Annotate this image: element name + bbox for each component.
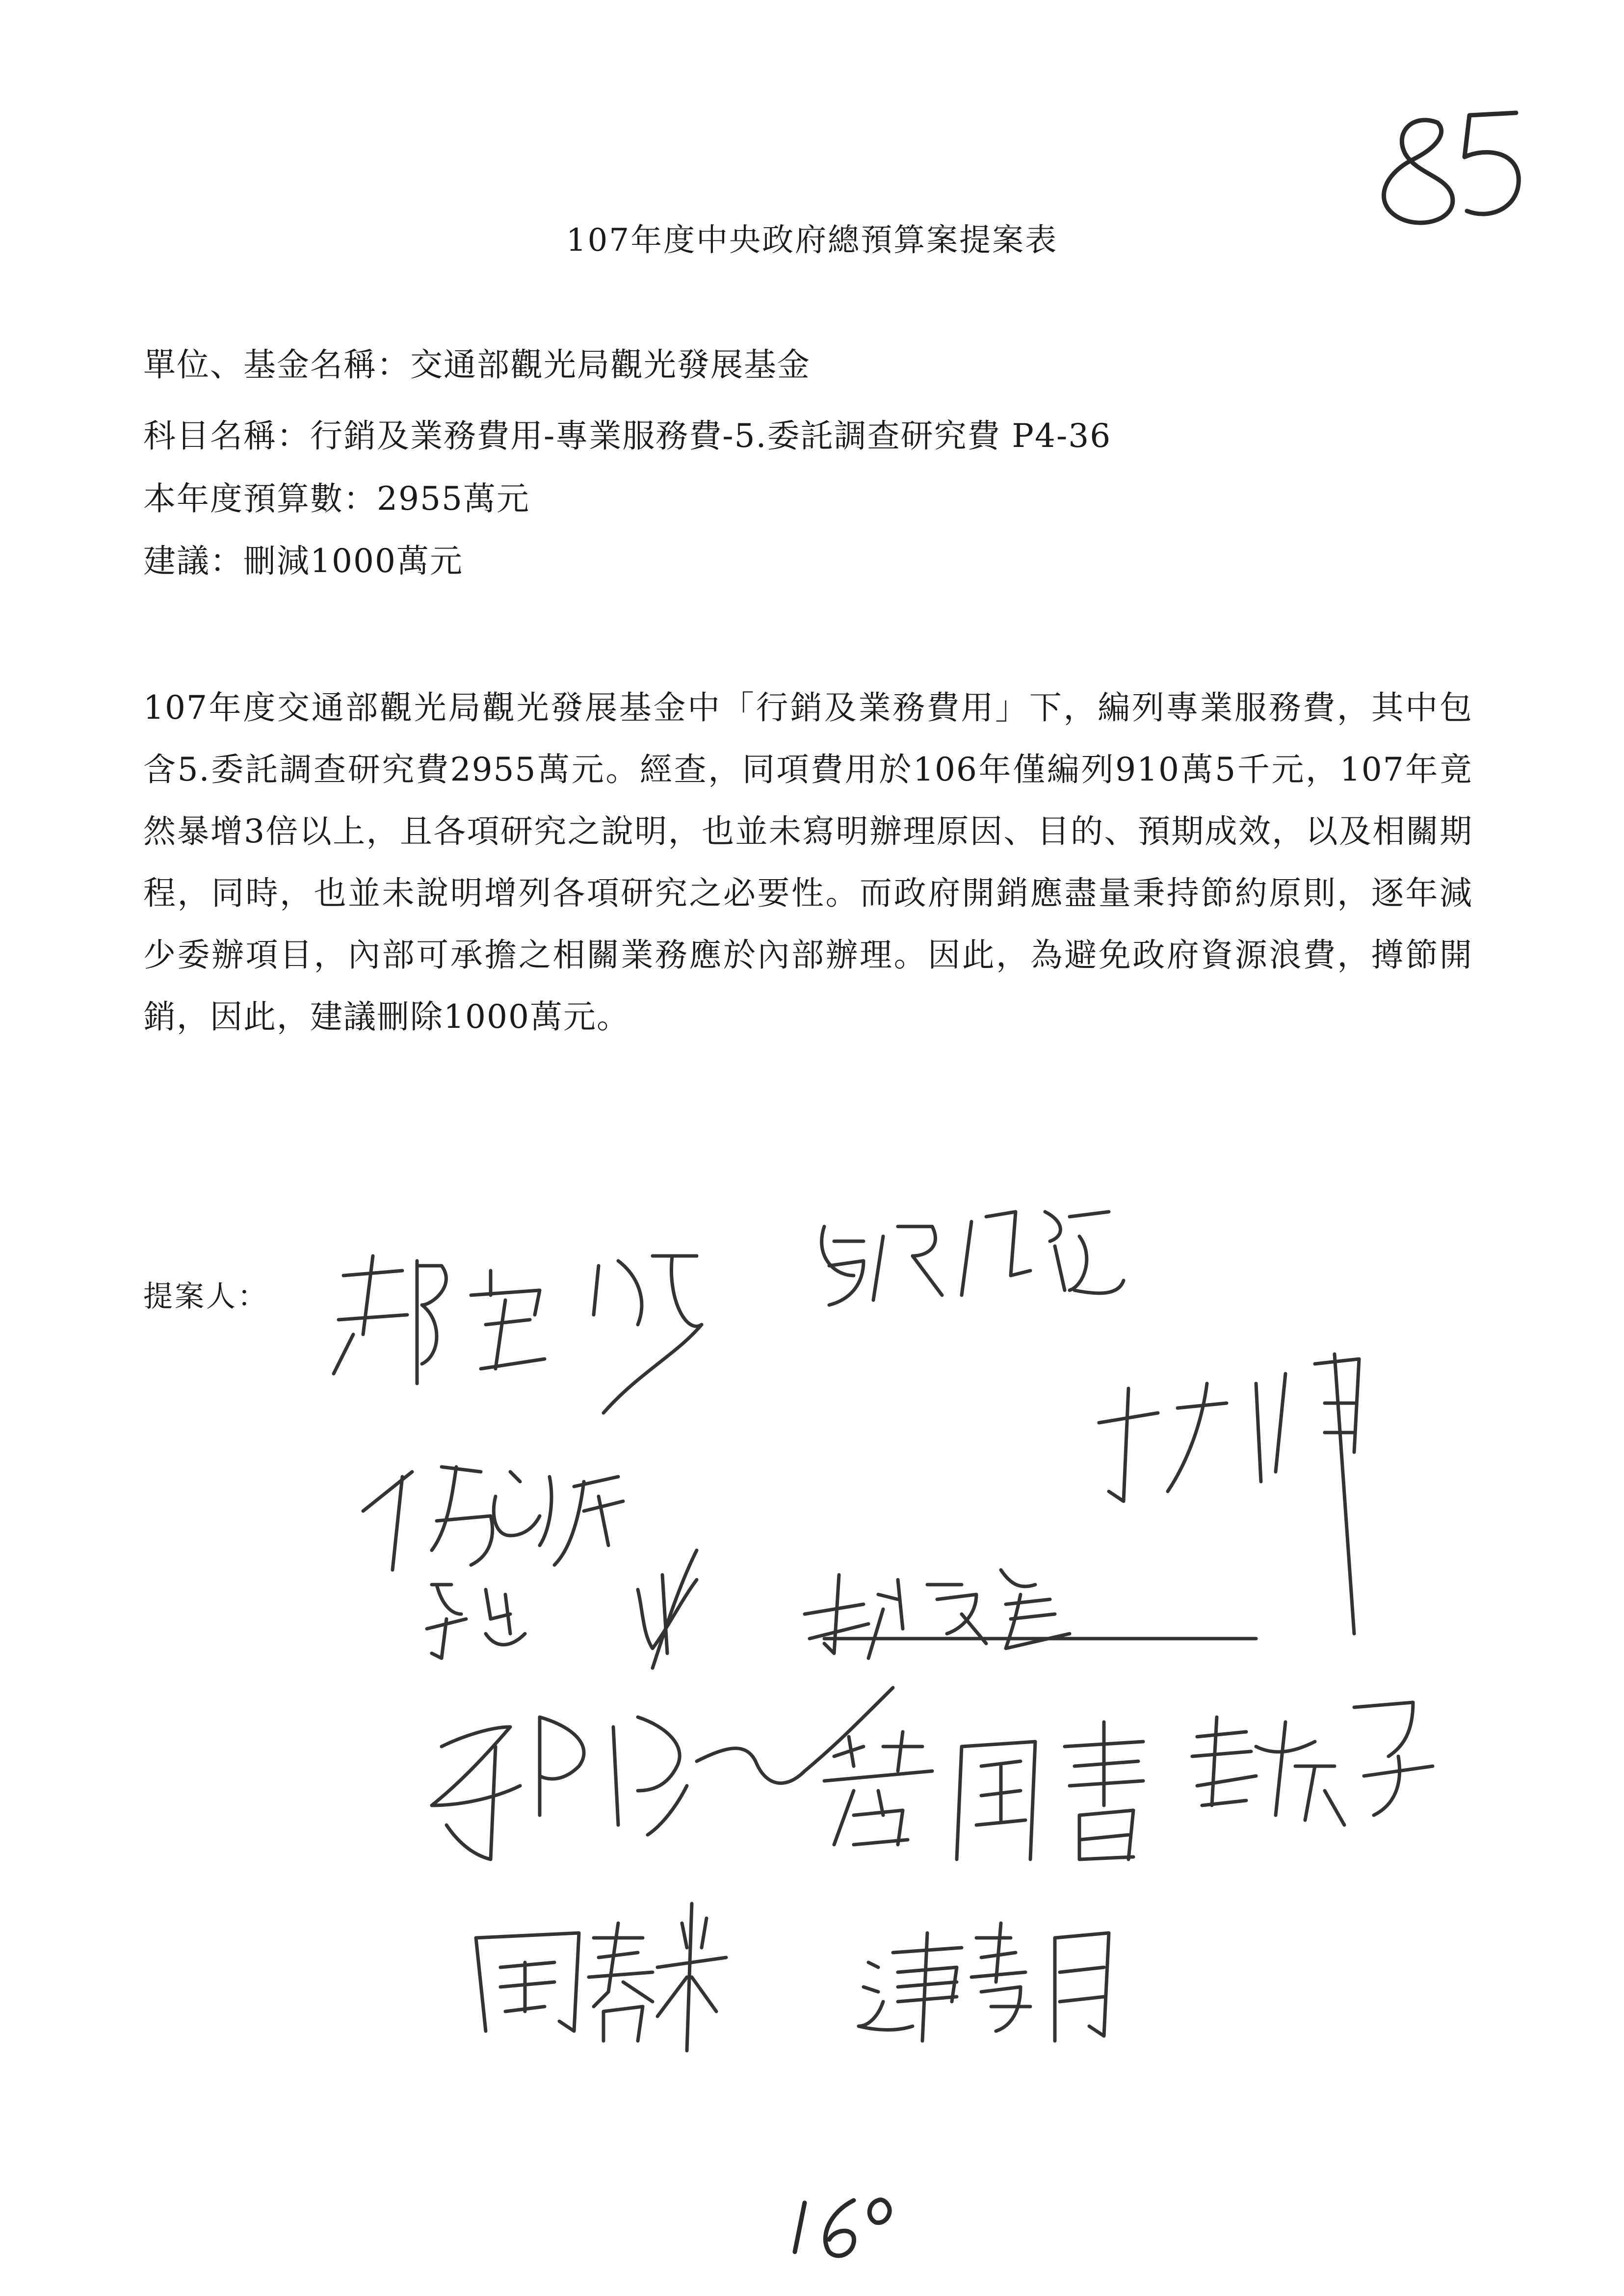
signature-3 [1099,1354,1359,1634]
handwritten-annotation-85 [1384,113,1519,223]
signature-4 [363,1467,623,1570]
signature-11 [859,1923,1109,2041]
proposer-label: 提案人： [143,1279,269,1314]
signature-2 [822,1212,1124,1305]
signature-1 [334,1256,702,1413]
document-title: 107年度中央政府總預算案提案表 [566,222,1058,259]
signature-8 [824,1722,1143,1859]
proposal-recommendation: 建議：刪減1000萬元 [143,542,463,580]
handwritten-page-number [795,2200,890,2256]
signature-5 [427,1550,697,1668]
proposal-body-text: 107年度交通部觀光局觀光發展基金中「行銷及業務費用」下，編列專業服務費，其中包含5.委託調查研究費2955萬元。經查，同項費用於106年僅編列910萬5千元，107年竟然暴增3倍以上，且各項研究之說明，也並未寫明辦理原因、目的、預期成效，以及相關期程，同時，也並未說明增列各項研究之必要性。而政府開銷應盡量秉持節約原則，逐年減少委辦項目，內部可承擔之相關業務應於內部辦理。因此，為避免政府資源浪費，撙節開銷，因此，建議刪除1000萬元。 [143,689,1473,1036]
unit-fund-name: 單位、基金名稱：交通部觀光局觀光發展基金 [143,346,811,384]
budget-amount: 本年度預算數：2955萬元 [143,480,530,518]
subject-name: 科目名稱：行銷及業務費用-專業服務費-5.委託調查研究費 P4-36 [143,417,1112,455]
signature-6 [805,1570,1256,1658]
signature-7 [432,1688,893,1859]
signature-10 [476,1904,726,2051]
signature-9 [1192,1702,1433,1825]
